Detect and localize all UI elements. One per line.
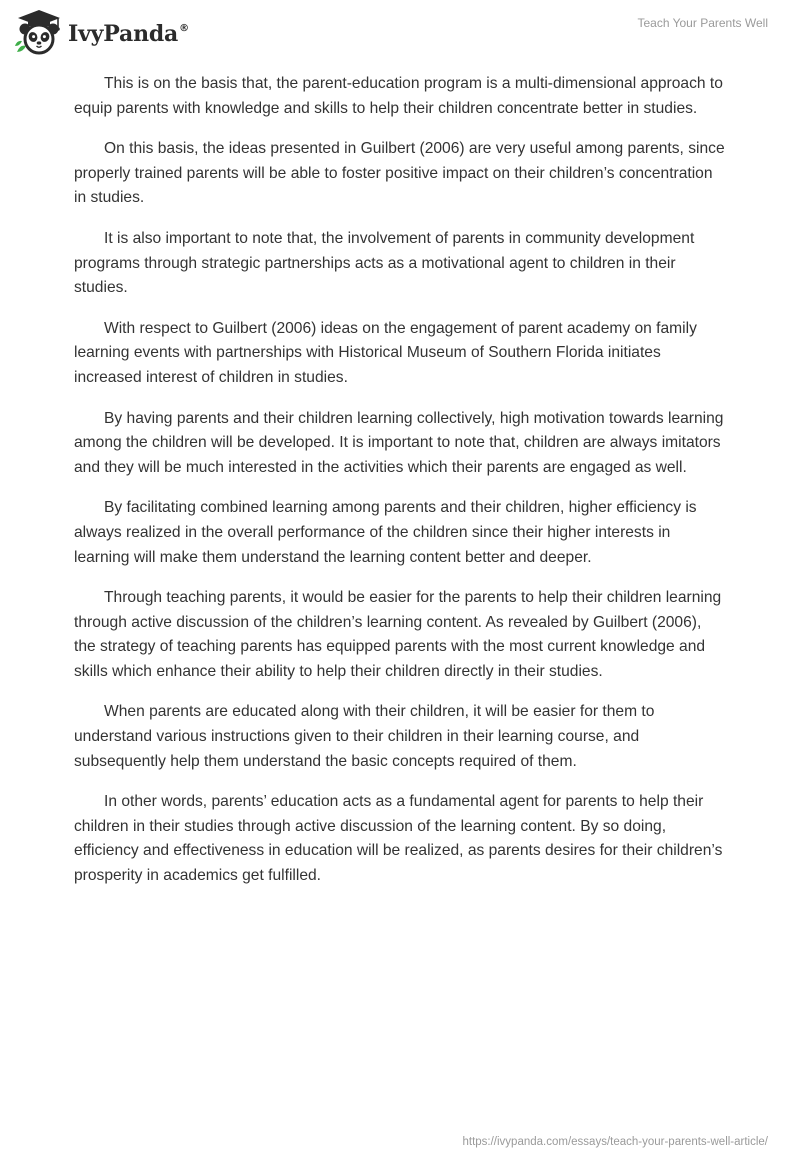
paragraph: By having parents and their children learning collectively, high motivation towards learning among the children will be developed. It is important to note that, children are always imitators and they will be much interested in the activities which their parents are engaged as well. bbox=[74, 409, 724, 476]
paragraph: This is on the basis that, the parent-education program is a multi-dimensional approach to equip parents with knowledge and skills to help their children concentrate better in studies. bbox=[74, 75, 723, 117]
paragraph: When parents are educated along with their children, it will be easier for them to understand various instructions given to their children in their learning course, and subsequently help them understand the basic concepts required of them. bbox=[74, 703, 655, 770]
brand-logo[interactable] bbox=[14, 8, 189, 56]
article-body bbox=[74, 72, 726, 905]
registered-mark: ® bbox=[179, 23, 189, 34]
page-header bbox=[0, 0, 800, 64]
panda-graduate-icon bbox=[14, 8, 64, 56]
source-url[interactable]: https://ivypanda.com/essays/teach-your-parents-well-article/ bbox=[462, 1136, 768, 1148]
paragraph: Through teaching parents, it would be easier for the parents to help their children learning through active discussion of the children’s learning content. As revealed by Guilbert (2006), the strategy of teaching parents has equipped parents with the most current knowledge and skills which enhance their ability to help their children directly in their studies. bbox=[74, 589, 722, 680]
paragraph: On this basis, the ideas presented in Guilbert (2006) are very useful among parents, since properly trained parents will be able to foster positive impact on their children’s concentration in studies. bbox=[74, 140, 725, 207]
paragraph: In other words, parents’ education acts as a fundamental agent for parents to help their children in their studies through active discussion of the learning content. By so doing, efficiency and effectiveness in education will be realized, as parents desires for their children’s prosperity in academics get fulfilled. bbox=[74, 793, 723, 885]
paragraph: By facilitating combined learning among parents and their children, higher efficiency is always realized in the overall performance of the children since their higher interests in learning will make them understand the learning content better and deeper. bbox=[74, 499, 697, 566]
document-title: Teach Your Parents Well bbox=[637, 16, 768, 30]
paragraph: With respect to Guilbert (2006) ideas on the engagement of parent academy on family learning events with partnerships with Historical Museum of Southern Florida initiates increased interest of children in studies. bbox=[74, 319, 697, 386]
brand-name: IvyPanda® bbox=[68, 21, 189, 47]
paragraph: It is also important to note that, the involvement of parents in community development programs through strategic partnerships acts as a motivational agent to children in their studies. bbox=[74, 229, 695, 297]
